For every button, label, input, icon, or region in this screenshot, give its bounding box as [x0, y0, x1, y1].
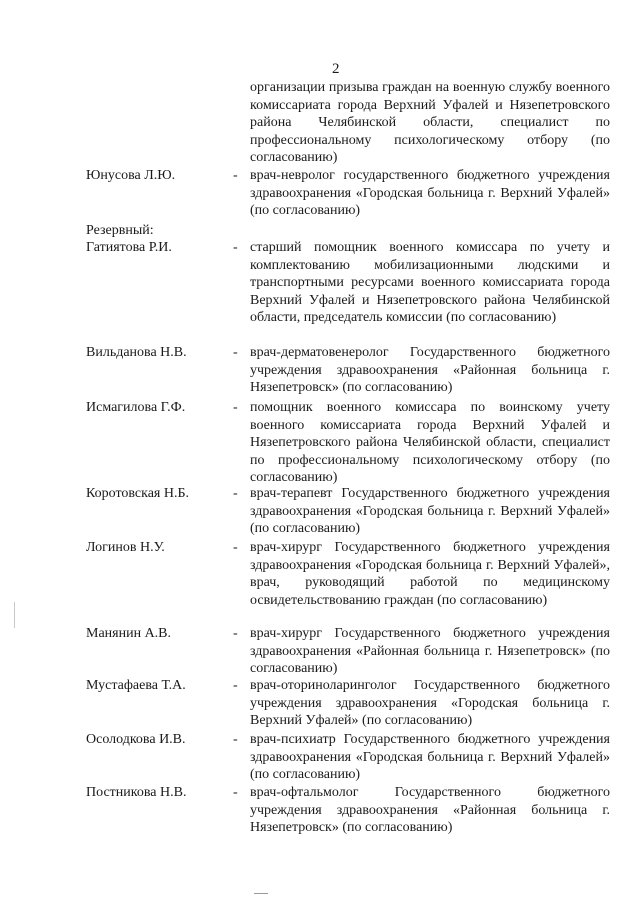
member-name: Коротовская Н.Б. — [86, 486, 190, 501]
member-dash: - — [233, 168, 238, 183]
member-dash: - — [233, 345, 238, 360]
member-dash: - — [233, 240, 238, 255]
member-name: Постникова Н.В. — [86, 785, 187, 800]
member-description: врач-дерматовенеролог Государственного бюджетного учреждения здравоохранения «Районная больница г. Нязепетровск» (по согласованию) — [250, 345, 610, 396]
member-description: старший помощник военного комиссара по учету и комплектованию мобилизационными людскими и транспортными ресурсами военного комиссариата города Верхний Уфалей и Нязепетровского района Челябинской области, председатель комиссии (по согласованию) — [250, 240, 610, 326]
member-name: Манянин А.В. — [86, 626, 172, 641]
member-description: врач-невролог государственного бюджетного учреждения здравоохранения «Городская больница г. Верхний Уфалей» (по согласованию) — [250, 168, 610, 219]
member-dash: - — [233, 732, 238, 747]
member-name: Вильданова Н.В. — [86, 345, 187, 360]
member-dash: - — [233, 486, 238, 501]
member-description: врач-оториноларинголог Государственного бюджетного учреждения здравоохранения «Городская больница г. Верхний Уфалей» (по согласованию) — [250, 678, 610, 729]
member-dash: - — [233, 785, 238, 800]
page-number: 2 — [332, 61, 340, 77]
member-name: Гатиятова Р.И. — [86, 240, 172, 255]
continuation-text: организации призыва граждан на военную службу военного комиссариата города Верхний Уфалей и Нязепетровского района Челябинской области, специалист по профессиональному психологическому отбору (по согласованию) — [250, 80, 610, 166]
member-name: Осолодкова И.В. — [86, 732, 186, 747]
member-name: Логинов Н.У. — [86, 540, 165, 555]
member-dash: - — [233, 540, 238, 555]
scan-bottom-mark — [254, 893, 268, 894]
member-description: врач-хирург Государственного бюджетного учреждения здравоохранения «Районная больница г. Нязепетровск» (по согласованию) — [250, 626, 610, 677]
member-name: Юнусова Л.Ю. — [86, 168, 176, 183]
member-description: помощник военного комиссара по воинскому учету военного комиссариата города Верхний Уфалей и Нязепетровского района Челябинской области, специалист по профессиональному психологическому отбору (по согласованию) — [250, 400, 610, 486]
reserve-label: Резервный: — [86, 223, 154, 238]
member-description: врач-терапевт Государственного бюджетного учреждения здравоохранения «Городская больница г. Верхний Уфалей» (по согласованию) — [250, 486, 610, 537]
member-description: врач-хирург Государственного бюджетного учреждения здравоохранения «Городская больница г. Верхний Уфалей», врач, руководящий работой по медицинскому освидетельствованию граждан (по согласованию) — [250, 540, 610, 608]
member-name: Мустафаева Т.А. — [86, 678, 186, 693]
member-dash: - — [233, 678, 238, 693]
member-description: врач-психиатр Государственного бюджетного учреждения здравоохранения «Городская больница г. Верхний Уфалей» (по согласованию) — [250, 732, 610, 783]
member-name: Исмагилова Г.Ф. — [86, 400, 186, 415]
member-dash: - — [233, 626, 238, 641]
scan-margin-mark — [14, 602, 15, 628]
member-dash: - — [233, 400, 238, 415]
member-description: врач-офтальмолог Государственного бюджетного учреждения здравоохранения «Районная больница г. Нязепетровск» (по согласованию) — [250, 785, 610, 836]
